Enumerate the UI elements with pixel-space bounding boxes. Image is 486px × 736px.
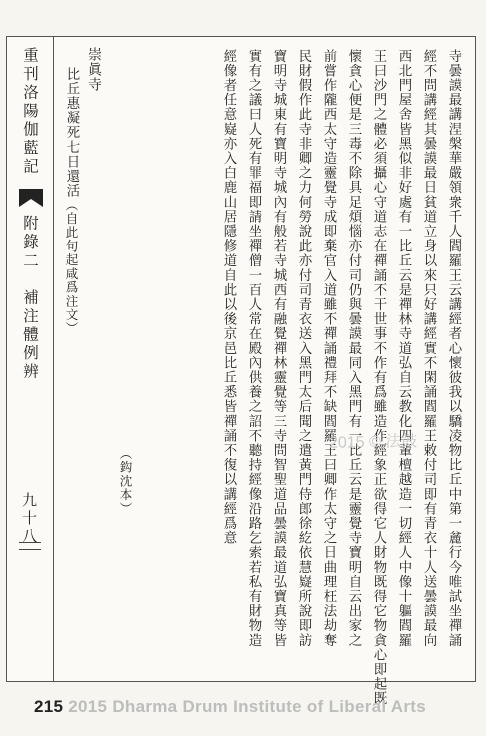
book-page xyxy=(6,36,476,706)
margin-tick-mark xyxy=(19,542,41,550)
entry-note xyxy=(63,67,80,335)
fish-tail-mark-icon xyxy=(17,187,45,209)
text-column: 經不問講經其曇謨最日貧道立身以來只好講經實不閑誦閻羅王敕付司即有青衣十人送曇謨最向 xyxy=(421,49,436,648)
center-watermark: 2015 © 法鼓 xyxy=(328,433,418,452)
text-column: 王曰沙門之體必須攝心守道志在禪誦不干世事不作有爲雖造作經象正欲得它人財物既得它物貪心即起既 xyxy=(371,49,386,706)
margin-band xyxy=(7,37,54,681)
text-column: 實有之議曰人死有罪福即請坐禪僧一百人常在殿內供養之詔不聽持經像沿路乞索若私有財物造 xyxy=(246,49,261,648)
text-column: 懷貪心便是三毒不除具足煩惱亦付司仍與曇謨最同入黑門有一比丘云是靈覺寺寶明自云出家之 xyxy=(346,49,361,648)
page-footer xyxy=(34,697,426,717)
section-title: 附錄二 補注體例辨 xyxy=(21,215,39,382)
source-note: （鈎沈本） xyxy=(118,447,133,516)
book-title: 重刊洛陽伽藍記 xyxy=(21,47,39,177)
entry-note-paren: （自此句起咸爲注文） xyxy=(64,198,79,336)
page-number: 215 xyxy=(34,697,64,716)
entry-heading: 崇眞寺 xyxy=(86,47,102,93)
text-column: 寶明寺城東有寶明寺城內有般若寺城西有融覺禪林靈覺等三寺問智聖道品曇謨最道弘寶真等皆 xyxy=(271,49,286,648)
chinese-page-label: 九十八 xyxy=(20,492,38,546)
text-column: 寺曇謨最講涅槃華嚴領衆千人閻羅王云講經者心懷彼我以驕凌物比丘中第一麄行今唯試坐禪誦 xyxy=(446,49,461,648)
watermark-text: 2015 Dharma Drum Institute of Liberal Arts xyxy=(68,697,427,716)
text-column: 前嘗作隴西太守造靈覺寺成即棄官入道雖不禪誦禮拜不缺閻羅王曰卿作太守之日曲理枉法劫奪 xyxy=(321,49,336,648)
text-column: 經像者任意嶷亦入白鹿山居隱修道自此以後京邑比丘悉皆禪誦不復以講經爲意 xyxy=(221,49,236,546)
entry-note-main: 比丘惠凝死七日還活 xyxy=(64,67,79,199)
text-column: 民財假作此寺非卿之力何勞說此亦付司青衣送入黑門太后聞之遣黃門侍郎徐紇依慧嶷所說即訪 xyxy=(296,49,311,648)
text-column: 西北門屋舍皆黑似非好處有一比丘云是禪林寺道弘自云教化四輩檀越造一切經人中像十軀閻羅 xyxy=(396,49,411,648)
